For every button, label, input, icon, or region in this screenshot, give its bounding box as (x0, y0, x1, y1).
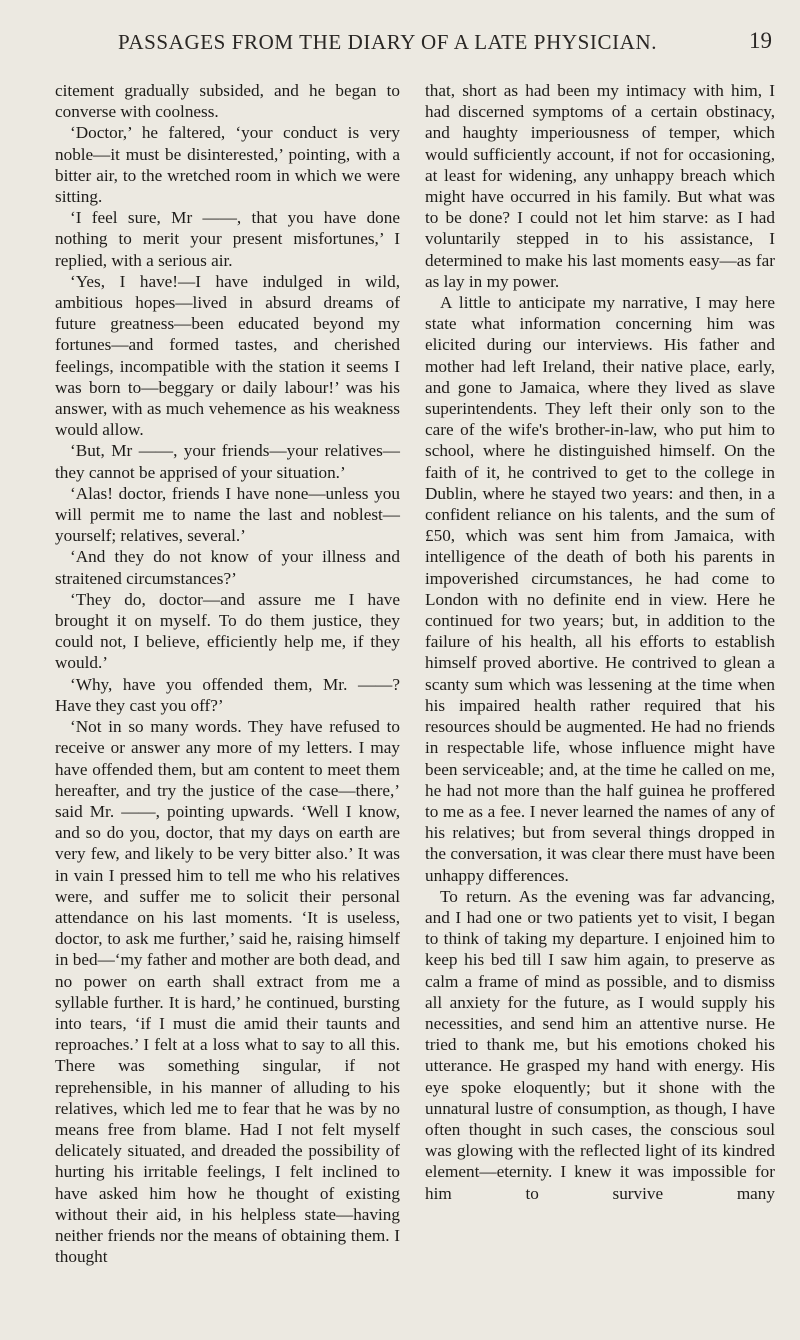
running-head (0, 30, 800, 60)
page-number: 19 (749, 28, 772, 53)
paragraph: ‘I feel sure, Mr ——, that you have done nothing to merit your present misfortunes,’ I replied, with a serious air. (55, 208, 400, 270)
paragraph: citement gradually subsided, and he began to converse with coolness. (55, 81, 400, 122)
paragraph: To return. As the evening was far advancing, and I had one or two patients yet to visit, I began to think of taking my departure. I enjoined him to keep his bed till I saw him again, to preserve as calm a frame of mind as possible, and to dismiss all anxiety for the future, as I would supply his necessities, and send him an attentive nurse. He tried to thank me, but his emotions choked his utterance. He grasped my hand with energy. His eye spoke eloquently; but it shone with the unnatural lustre of consumption, as though, I have often thought in such cases, the conscious soul was glowing with the reflected light of its kindred element—eternity. I knew it was impossible for him to survive many (425, 886, 775, 1203)
paragraph: ‘Why, have you offended them, Mr. ——? Have they cast you off?’ (55, 674, 400, 715)
paragraph: ‘But, Mr ——, your friends—your relatives—they cannot be apprised of your situation.’ (55, 441, 400, 482)
paragraph: A little to anticipate my narrative, I may here state what information concerning him was elicited during our interviews. His father and mother had left Ireland, their native place, early, and gone to Jamaica, where they lived as slave superintendents. They left their only son to the care of the wife's brother-in-law, who put him to school, where he distinguished himself. On the faith of it, he contrived to get to the college in Dublin, where he stayed two years: and then, in a confident reliance on his talents, and the sum of £50, which was sent him from Jamaica, with intelligence of the death of both his parents in impoverished circumstances, he had come to London with no definite end in view. Here he continued for two years; but, in addition to the failure of his health, all his efforts to establish himself proved abortive. He contrived to glean a scanty sum which was lessening at the time when his impaired health rather required that his resources should be augmented. He had no friends in respectable life, whose influence might have been serviceable; and, at the time he called on me, he had not more than the half guinea he proffered to me as a fee. I never learned the names of any of his relatives; but from several things dropped in the conversation, it was clear there must have been unhappy differences. (425, 293, 775, 885)
running-title: PASSAGES FROM THE DIARY OF A LATE PHYSICIAN. (118, 30, 658, 54)
paragraph: ‘Doctor,’ he faltered, ‘your conduct is very noble—it must be disinterested,’ pointing, with a bitter air, to the wretched room in which we were sitting. (55, 123, 400, 207)
paragraph: ‘Not in so many words. They have refused to receive or answer any more of my letters. I may have offended them, but am content to meet them hereafter, and try the justice of the case—there,’ said Mr. ——, pointing upwards. ‘Well I know, and so do you, doctor, that my days on earth are very few, and likely to be very bitter also.’ It was in vain I pressed him to tell me who his relatives were, and suffer me to solicit their personal attendance on his last moments. ‘It is useless, doctor, to ask me further,’ said he, raising himself in bed—‘my father and mother are both dead, and no power on earth shall extract from me a syllable further. It is hard,’ he continued, bursting into tears, ‘if I must die amid their taunts and reproaches.’ I felt at a loss what to say to all this. There was something singular, if not reprehensible, in his manner of alluding to his relatives, which led me to fear that he was by no means free from blame. Had I not felt myself delicately situated, and dreaded the possibility of hurting his irritable feelings, I felt inclined to have asked him how he thought of existing without their aid, in his helpless state—having neither friends nor the means of obtaining them. I thought (55, 717, 400, 1267)
left-column (55, 80, 400, 1267)
paragraph: ‘They do, doctor—and assure me I have brought it on myself. To do them justice, they could not, I believe, efficiently help me, if they would.’ (55, 589, 400, 673)
paragraph: ‘And they do not know of your illness and straitened circumstances?’ (55, 547, 400, 588)
paragraph: ‘Alas! doctor, friends I have none—unless you will permit me to name the last and noblest—yourself; relatives, several.’ (55, 483, 400, 546)
paragraph: ‘Yes, I have!—I have indulged in wild, ambitious hopes—lived in absurd dreams of future greatness—been educated beyond my fortunes—and formed tastes, and cherished feelings, incompatible with the station it seems I was born to—beggary or daily labour!’ was his answer, with as much vehemence as his weakness would allow. (55, 271, 400, 440)
right-column (425, 80, 775, 1204)
paragraph: that, short as had been my intimacy with him, I had discerned symptoms of a certain obstinacy, and haughty imperiousness of temper, which would sufficiently account, if not for occasioning, at least for widening, any unhappy breach which might have occurred in his family. But what was to be done? I could not let him starve: as I had voluntarily stepped in to his assistance, I determined to make his last moments easy—as far as lay in my power. (425, 81, 775, 291)
